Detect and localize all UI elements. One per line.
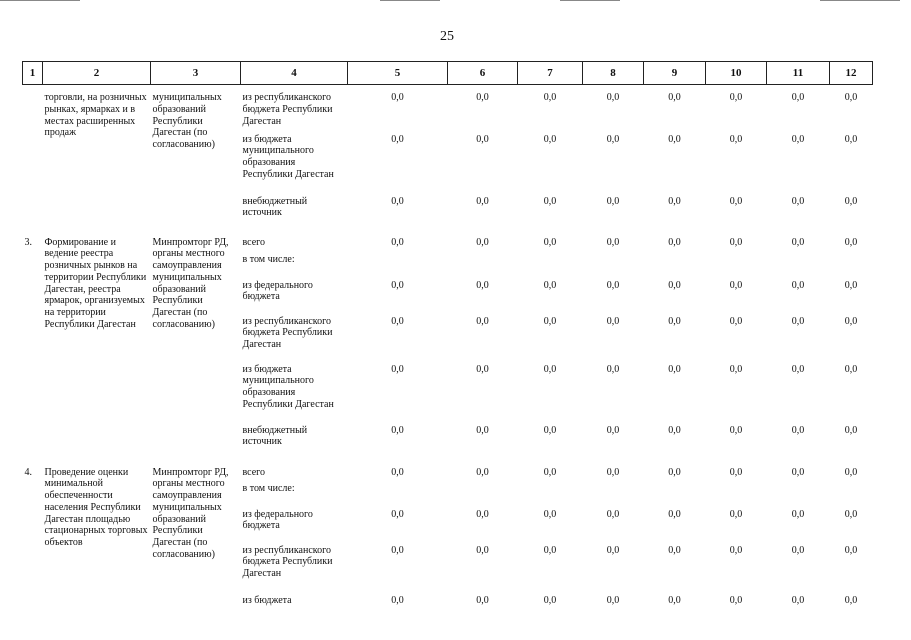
value-cell: 0,0 xyxy=(476,508,489,520)
value-cell: 0,0 xyxy=(543,424,557,436)
value-cell: 0,0 xyxy=(791,92,805,103)
column-header: 4 xyxy=(241,62,348,85)
event-name-cell xyxy=(43,194,151,229)
value-cell: 0,0 xyxy=(844,544,858,556)
value-cell: 0,0 xyxy=(791,508,805,520)
value-cell: 0,0 xyxy=(729,544,743,556)
value-cell xyxy=(348,481,448,507)
column-header: 9 xyxy=(644,62,706,85)
value-cell: 0,0 xyxy=(729,92,743,103)
value-cell: 0,0 xyxy=(391,315,404,327)
value-cell: 0,0 xyxy=(476,92,489,103)
value-cell: 0,0 xyxy=(606,466,620,478)
value-cell: 0,0 xyxy=(791,236,805,248)
value-cell xyxy=(583,252,644,278)
value-cell: 0,0 xyxy=(543,236,557,248)
value-cell: 0,0 xyxy=(844,236,858,248)
value-cell xyxy=(348,252,448,278)
value-cell: 0,0 xyxy=(476,544,489,556)
row-number-cell xyxy=(23,132,43,194)
value-cell xyxy=(644,252,706,278)
column-header: 5 xyxy=(348,62,448,85)
event-name-cell xyxy=(43,132,151,194)
value-cell: 0,0 xyxy=(791,466,805,478)
value-cell: 0,0 xyxy=(391,92,404,103)
value-cell: 0,0 xyxy=(844,195,858,207)
value-cell: 0,0 xyxy=(391,279,404,291)
row-number-cell xyxy=(23,278,43,314)
value-cell xyxy=(830,252,873,278)
executor-cell xyxy=(151,591,241,621)
funding-source-cell: в том числе: xyxy=(242,482,295,494)
funding-source-cell: из федерального бюджета xyxy=(242,508,313,532)
value-cell: 0,0 xyxy=(729,195,743,207)
table-row xyxy=(23,459,873,481)
value-cell xyxy=(583,481,644,507)
value-cell: 0,0 xyxy=(729,363,743,375)
scan-top-line xyxy=(0,0,80,1)
value-cell: 0,0 xyxy=(391,133,404,145)
event-name-cell xyxy=(43,543,151,591)
value-cell: 0,0 xyxy=(844,315,858,327)
executor-cell: Минпромторг РД, органы местного самоуправления муниципальных образований Республики Дагестан (по согласованию) xyxy=(152,236,229,331)
value-cell: 0,0 xyxy=(391,508,404,520)
executor-cell xyxy=(151,423,241,459)
value-cell: 0,0 xyxy=(476,363,489,375)
value-cell: 0,0 xyxy=(543,363,557,375)
executor-cell xyxy=(151,362,241,423)
value-cell: 0,0 xyxy=(476,424,489,436)
row-number-cell xyxy=(23,85,43,132)
value-cell: 0,0 xyxy=(668,424,681,436)
value-cell: 0,0 xyxy=(844,363,858,375)
row-number-cell xyxy=(23,362,43,423)
funding-source-cell: из бюджета xyxy=(242,594,292,606)
value-cell: 0,0 xyxy=(543,315,557,327)
value-cell xyxy=(767,481,830,507)
table-row xyxy=(23,132,873,194)
funding-source-cell: всего xyxy=(242,236,266,248)
value-cell: 0,0 xyxy=(668,195,681,207)
value-cell: 0,0 xyxy=(668,133,681,145)
scan-top-line xyxy=(380,0,440,1)
value-cell: 0,0 xyxy=(606,236,620,248)
column-header: 1 xyxy=(23,62,43,85)
row-number-cell xyxy=(23,591,43,621)
value-cell: 0,0 xyxy=(476,315,489,327)
value-cell: 0,0 xyxy=(606,594,620,606)
value-cell: 0,0 xyxy=(391,363,404,375)
value-cell xyxy=(767,252,830,278)
value-cell: 0,0 xyxy=(791,544,805,556)
event-name-cell xyxy=(43,362,151,423)
row-number-cell xyxy=(23,543,43,591)
table-row xyxy=(23,85,873,132)
row-number-cell: 4. xyxy=(24,466,32,478)
budget-table xyxy=(22,61,873,621)
value-cell: 0,0 xyxy=(606,133,620,145)
value-cell: 0,0 xyxy=(844,508,858,520)
value-cell: 0,0 xyxy=(391,195,404,207)
table-row xyxy=(23,362,873,423)
value-cell: 0,0 xyxy=(668,544,681,556)
value-cell: 0,0 xyxy=(476,195,489,207)
funding-source-cell: из бюджета муниципального образования Республики Дагестан xyxy=(242,363,334,410)
table-row xyxy=(23,194,873,229)
event-name-cell: торговли, на розничных рынках, ярмарках и в местах расширенных продаж xyxy=(44,92,147,139)
value-cell: 0,0 xyxy=(543,92,557,103)
value-cell: 0,0 xyxy=(844,424,858,436)
event-name-cell: Формирование и ведение реестра розничных рынков на территории Республики Дагестан, реестра ярмарок, организуемых на территории Республики Дагестан xyxy=(44,236,147,331)
executor-cell: муниципальных образований Республики Дагестан (по согласованию) xyxy=(152,92,222,151)
value-cell: 0,0 xyxy=(543,508,557,520)
funding-source-cell: из бюджета муниципального образования Республики Дагестан xyxy=(242,133,334,180)
funding-source-cell: из республиканского бюджета Республики Дагестан xyxy=(242,315,333,351)
value-cell: 0,0 xyxy=(543,466,557,478)
value-cell: 0,0 xyxy=(791,315,805,327)
row-number-cell xyxy=(23,507,43,543)
funding-source-cell: из федерального бюджета xyxy=(242,279,313,303)
value-cell: 0,0 xyxy=(668,236,681,248)
table-row xyxy=(23,591,873,621)
value-cell: 0,0 xyxy=(844,594,858,606)
event-name-cell xyxy=(43,591,151,621)
value-cell: 0,0 xyxy=(729,236,743,248)
value-cell: 0,0 xyxy=(606,508,620,520)
value-cell: 0,0 xyxy=(791,594,805,606)
value-cell: 0,0 xyxy=(391,466,404,478)
value-cell: 0,0 xyxy=(543,195,557,207)
table-row xyxy=(23,543,873,591)
value-cell: 0,0 xyxy=(729,133,743,145)
value-cell: 0,0 xyxy=(543,133,557,145)
funding-source-cell: всего xyxy=(242,466,266,478)
value-cell: 0,0 xyxy=(791,279,805,291)
value-cell: 0,0 xyxy=(791,424,805,436)
value-cell: 0,0 xyxy=(729,315,743,327)
value-cell: 0,0 xyxy=(668,279,681,291)
table-row xyxy=(23,423,873,459)
column-header: 10 xyxy=(706,62,767,85)
scan-top-line xyxy=(820,0,900,1)
value-cell: 0,0 xyxy=(391,236,404,248)
funding-source-cell: из республиканского бюджета Республики Дагестан xyxy=(242,544,333,580)
funding-source-cell: из республиканского бюджета Республики Дагестан xyxy=(242,92,333,127)
value-cell: 0,0 xyxy=(606,315,620,327)
column-number-row xyxy=(23,62,873,85)
row-number-cell xyxy=(23,481,43,507)
column-header: 2 xyxy=(43,62,151,85)
row-number-cell xyxy=(23,194,43,229)
value-cell: 0,0 xyxy=(476,594,489,606)
funding-source-cell: внебюджетный источник xyxy=(242,195,308,219)
value-cell: 0,0 xyxy=(668,363,681,375)
column-header: 8 xyxy=(583,62,644,85)
value-cell: 0,0 xyxy=(543,544,557,556)
value-cell: 0,0 xyxy=(606,279,620,291)
value-cell xyxy=(518,481,583,507)
row-number-cell xyxy=(23,252,43,278)
executor-cell xyxy=(151,194,241,229)
value-cell: 0,0 xyxy=(476,466,489,478)
value-cell: 0,0 xyxy=(729,466,743,478)
column-header: 3 xyxy=(151,62,241,85)
value-cell xyxy=(706,252,767,278)
value-cell: 0,0 xyxy=(606,363,620,375)
funding-source-cell: в том числе: xyxy=(242,253,295,265)
table-row xyxy=(23,229,873,252)
value-cell: 0,0 xyxy=(606,92,620,103)
value-cell: 0,0 xyxy=(729,594,743,606)
executor-cell: Минпромторг РД, органы местного самоуправления муниципальных образований Республики Дагестан (по согласованию) xyxy=(152,466,229,561)
value-cell: 0,0 xyxy=(844,92,858,103)
value-cell: 0,0 xyxy=(668,92,681,103)
page-number: 25 xyxy=(440,29,454,44)
value-cell: 0,0 xyxy=(606,424,620,436)
row-number-cell xyxy=(23,314,43,362)
column-header: 11 xyxy=(767,62,830,85)
scan-top-line xyxy=(560,0,620,1)
value-cell: 0,0 xyxy=(391,424,404,436)
value-cell: 0,0 xyxy=(844,133,858,145)
column-header: 6 xyxy=(448,62,518,85)
event-name-cell: Проведение оценки минимальной обеспеченности населения Республики Дагестан площадью стационарных торговых объектов xyxy=(44,466,148,549)
value-cell: 0,0 xyxy=(729,279,743,291)
value-cell: 0,0 xyxy=(391,544,404,556)
column-header: 12 xyxy=(830,62,873,85)
value-cell: 0,0 xyxy=(606,544,620,556)
value-cell: 0,0 xyxy=(543,279,557,291)
value-cell: 0,0 xyxy=(476,236,489,248)
value-cell xyxy=(830,481,873,507)
funding-source-cell: внебюджетный источник xyxy=(242,424,308,448)
value-cell: 0,0 xyxy=(791,133,805,145)
value-cell xyxy=(518,252,583,278)
value-cell: 0,0 xyxy=(668,508,681,520)
row-number-cell xyxy=(23,423,43,459)
value-cell: 0,0 xyxy=(476,279,489,291)
value-cell: 0,0 xyxy=(668,466,681,478)
event-name-cell xyxy=(43,423,151,459)
value-cell: 0,0 xyxy=(729,424,743,436)
value-cell: 0,0 xyxy=(606,195,620,207)
value-cell xyxy=(644,481,706,507)
value-cell: 0,0 xyxy=(668,315,681,327)
value-cell: 0,0 xyxy=(476,133,489,145)
value-cell xyxy=(448,481,518,507)
value-cell: 0,0 xyxy=(844,279,858,291)
value-cell: 0,0 xyxy=(791,195,805,207)
value-cell: 0,0 xyxy=(668,594,681,606)
value-cell: 0,0 xyxy=(791,363,805,375)
value-cell: 0,0 xyxy=(543,594,557,606)
value-cell: 0,0 xyxy=(729,508,743,520)
value-cell: 0,0 xyxy=(391,594,404,606)
value-cell: 0,0 xyxy=(844,466,858,478)
value-cell xyxy=(706,481,767,507)
column-header: 7 xyxy=(518,62,583,85)
row-number-cell: 3. xyxy=(24,236,32,248)
value-cell xyxy=(448,252,518,278)
